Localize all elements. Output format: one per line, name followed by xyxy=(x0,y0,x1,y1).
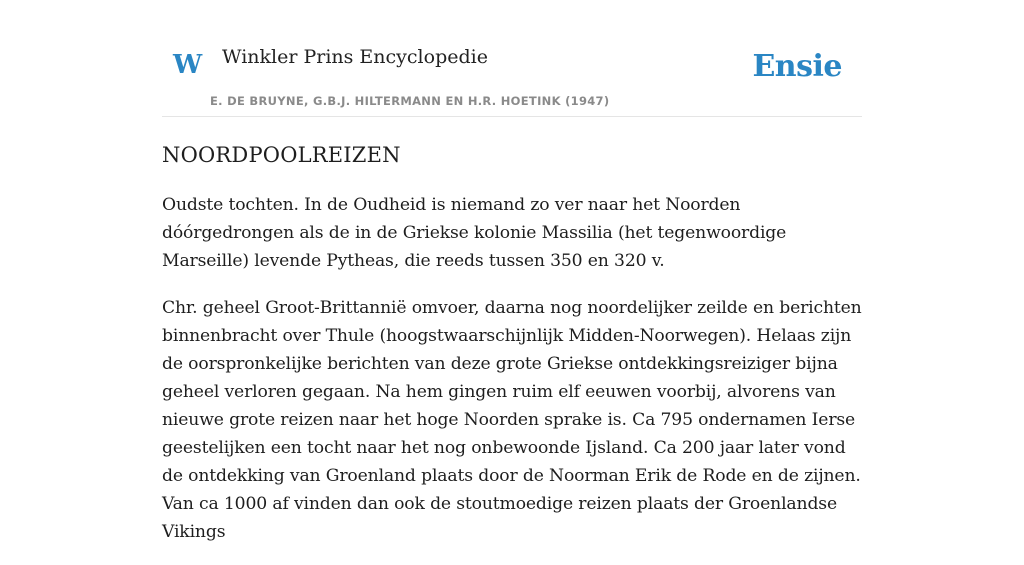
article xyxy=(162,136,864,565)
site-title[interactable]: Winkler Prins Encyclopedie xyxy=(222,46,488,68)
ensie-logo[interactable]: Ensie xyxy=(752,49,842,84)
winkler-prins-logo[interactable]: W xyxy=(173,50,203,80)
site-header xyxy=(162,0,862,117)
article-title: NOORDPOOLREIZEN xyxy=(162,143,401,167)
article-paragraph: Chr. geheel Groot-Brittannië omvoer, daarna nog noordelijker zeilde en berichten binnenbracht over Thule (hoogstwaarschijnlijk Midden-Noorwegen). Helaas zijn de oorspronkelijke berichten van deze grote Griekse ontdekkingsreiziger bijna geheel verloren gegaan. Na hem gingen ruim elf eeuwen voorbij, alvorens van nieuwe grote reizen naar het hoge Noorden sprake is. Ca 795 ondernamen Ierse geestelijken een tocht naar het nog onbewoonde Ijsland. Ca 200 jaar later vond de ontdekking van Groenland plaats door de Noorman Erik de Rode en de zijnen. Van ca 1000 af vinden dan ook de stoutmoedige reizen plaats der Groenlandse Vikings xyxy=(162,298,862,542)
authors-line: E. DE BRUYNE, G.B.J. HILTERMANN EN H.R. HOETINK (1947) xyxy=(210,94,610,108)
article-paragraph: Oudste tochten. In de Oudheid is niemand zo ver naar het Noorden dóórgedrongen als de in de Griekse kolonie Massilia (het tegenwoordige Marseille) levende Pytheas, die reeds tussen 350 en 320 v. xyxy=(162,195,787,271)
